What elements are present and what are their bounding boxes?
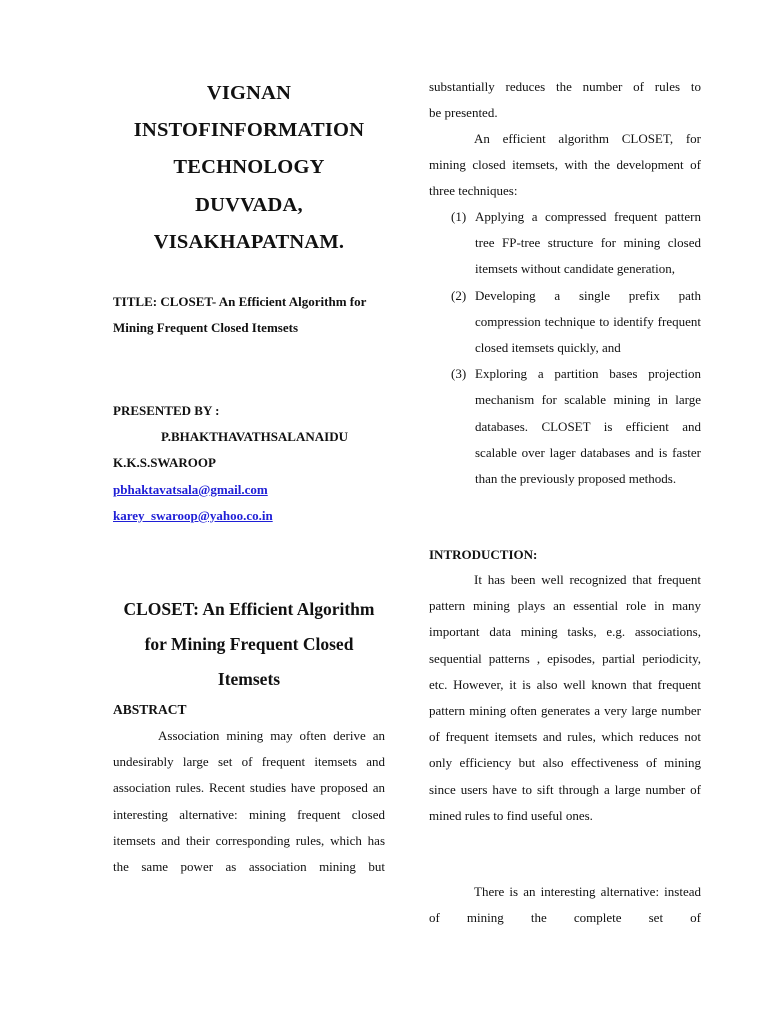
abstract-paragraph: Association mining may often derive an undesirably large set of frequent itemsets and association rules. Recent studies have proposed an interesting alternative: mining frequent closed itemsets and their corresponding rules, which has the same power as association mining but bbox=[113, 728, 385, 875]
introduction-paragraph: It has been well recognized that frequent pattern mining plays an essential role in many important data mining tasks, e.g. associations, sequential patterns , episodes, partial periodicity, etc. However, it is also well known that frequent pattern mining often generates a very large number of frequent itemsets and rules, which reduces not only efficiency but also effectiveness of mining since users have to sift through a large number of mined rules to find useful ones. bbox=[429, 572, 701, 823]
institute-line: VIGNAN bbox=[206, 82, 292, 104]
continued-paragraph bbox=[429, 74, 701, 126]
list-item bbox=[429, 361, 701, 492]
closet-paragraph: An efficient algorithm CLOSET, for mining closed itemsets, with the development of three techniques: bbox=[429, 131, 701, 199]
institute-line: INSTOFINFORMATION bbox=[133, 119, 365, 142]
presenters-block bbox=[113, 398, 385, 529]
list-text: Developing a single prefix path compression technique to identify frequent closed itemsets quickly, and bbox=[475, 287, 701, 356]
email-link[interactable]: pbhaktavatsala@gmail.com bbox=[113, 481, 268, 497]
institute-line: TECHNOLOGY bbox=[173, 156, 325, 179]
institute-name bbox=[113, 75, 385, 261]
paper-title: CLOSET: An Efficient Algorithm for Mining Frequent Closed Itemsets bbox=[123, 599, 375, 689]
paragraph-line: substantially reduces the number of rules to bbox=[429, 79, 701, 94]
institute-line: VISAKHAPATNAM. bbox=[153, 230, 345, 253]
abstract-text bbox=[113, 723, 385, 880]
author-name: P.BHAKTHAVATHSALANAIDU bbox=[161, 429, 348, 445]
list-number: (1) bbox=[451, 209, 467, 224]
introduction-heading: INTRODUCTION: bbox=[429, 547, 538, 562]
list-number: (3) bbox=[451, 366, 467, 382]
list-text: Exploring a partition bases projection mechanism for scalable mining in large databases. CLOSET is efficient and scalable over lager databases and is faster than the previously proposed methods. bbox=[475, 366, 701, 487]
institute-line: DUVVADA, bbox=[195, 193, 303, 216]
title-label: TITLE: CLOSET- An Efficient Algorithm for Mining Frequent Closed Itemsets bbox=[113, 294, 367, 336]
techniques-list bbox=[429, 204, 701, 492]
paragraph-line: be presented. bbox=[429, 105, 498, 121]
list-number: (2) bbox=[451, 287, 467, 303]
list-item bbox=[429, 204, 701, 283]
list-text: Applying a compressed frequent pattern tree FP-tree structure for mining closed itemsets without candidate generation, bbox=[475, 209, 701, 277]
email-link[interactable]: karey_swaroop@yahoo.co.in bbox=[113, 507, 273, 523]
presented-by-label: PRESENTED BY : bbox=[113, 403, 220, 418]
abstract-heading: ABSTRACT bbox=[113, 702, 187, 717]
author-name: K.K.S.SWAROOP bbox=[113, 455, 216, 471]
introduction-paragraph: There is an interesting alternative: instead of mining the complete set of bbox=[429, 884, 701, 926]
list-item bbox=[429, 283, 701, 362]
